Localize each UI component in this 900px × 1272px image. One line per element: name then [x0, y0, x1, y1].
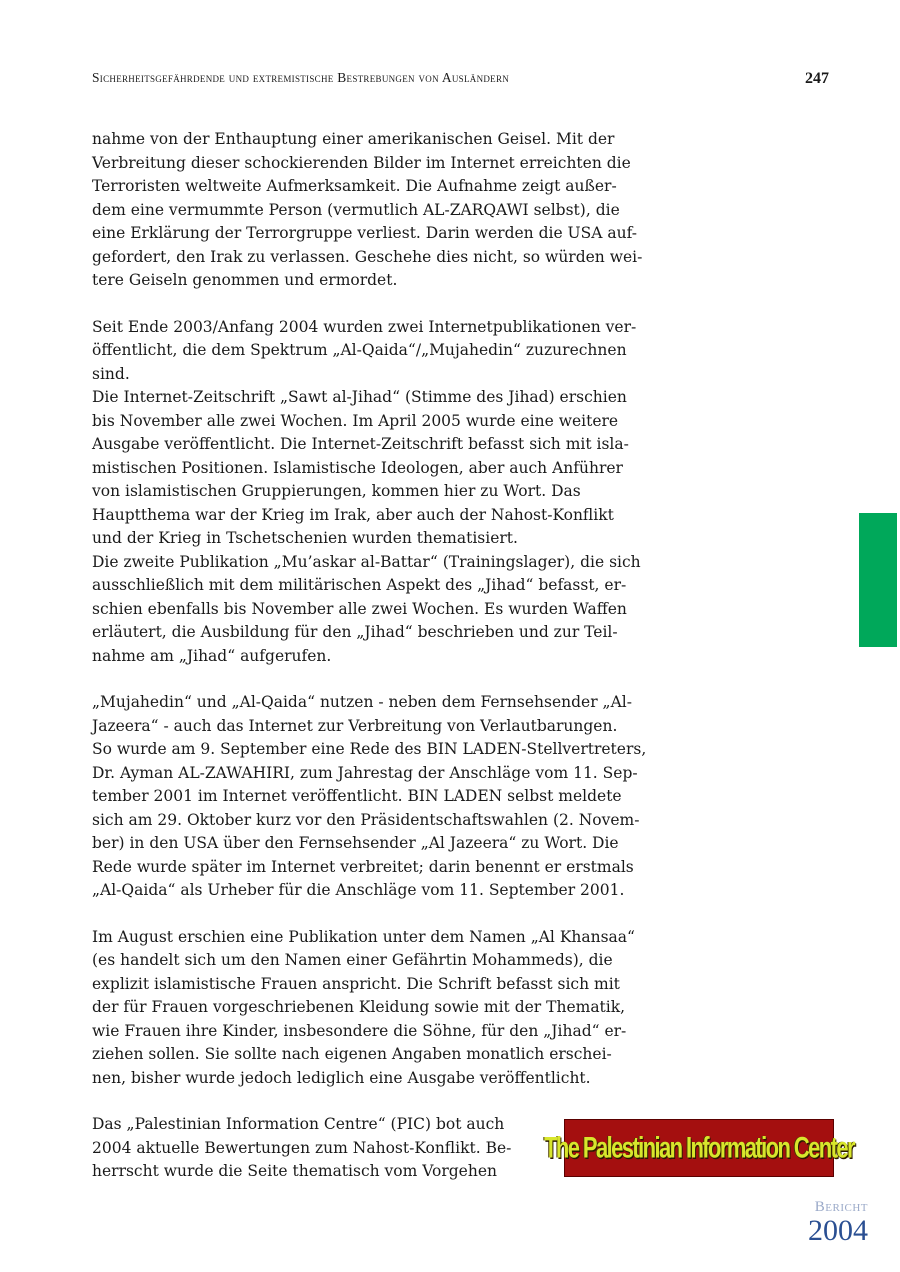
paragraph-1: [92, 128, 662, 293]
text-line: Die Internet-Zeitschrift „Sawt al-Jihad“ (Stimme des Jihad) erschien: [92, 388, 627, 406]
text-line: tember 2001 im Internet veröffentlicht. BIN LADEN selbst meldete: [92, 787, 622, 805]
text-line: tere Geiseln genommen und ermordet.: [92, 271, 398, 289]
running-header: Sicherheitsgefährdende und extremistische Bestrebungen von Ausländern: [92, 70, 510, 85]
text-line: nen, bisher wurde jedoch lediglich eine Ausgabe veröffentlicht.: [92, 1068, 591, 1087]
text-line: explizit islamistische Frauen anspricht. Die Schrift befasst sich mit: [92, 974, 620, 993]
text-line: ausschließlich mit dem militärischen Aspekt des „Jihad“ befasst, er-: [92, 576, 627, 594]
text-line: Seit Ende 2003/Anfang 2004 wurden zwei Internetpublikationen ver-: [92, 317, 637, 336]
text-line: „Mujahedin“ und „Al-Qaida“ nutzen - neben dem Fernsehsender „Al-: [92, 693, 632, 711]
palestinian-information-center-logo: [544, 1119, 854, 1177]
text-line: dem eine vermummte Person (vermutlich AL-ZARQAWI selbst), die: [92, 200, 620, 219]
logo-text: The Palestinian Information Center: [544, 1130, 854, 1165]
text-line: schien ebenfalls bis November alle zwei Wochen. Es wurden Waffen: [92, 599, 627, 618]
report-year: 2004: [808, 1214, 868, 1247]
text-line: nahme am „Jihad“ aufgerufen.: [92, 646, 332, 665]
text-line: (es handelt sich um den Namen einer Gefährtin Mohammeds), die: [92, 951, 613, 969]
text-line: Hauptthema war der Krieg im Irak, aber auch der Nahost-Konflikt: [92, 505, 614, 524]
text-line: von islamistischen Gruppierungen, kommen hier zu Wort. Das: [92, 482, 581, 500]
text-line: und der Krieg in Tschetschenien wurden thematisiert.: [92, 529, 518, 547]
text-line: Ausgabe veröffentlicht. Die Internet-Zeitschrift befasst sich mit isla-: [92, 435, 629, 453]
text-line: ziehen sollen. Sie sollte nach eigenen Angaben monatlich erschei-: [92, 1045, 612, 1063]
text-line: sind.: [92, 364, 130, 383]
paragraph-2: [92, 316, 662, 669]
page-number: 247: [805, 70, 829, 87]
text-line: öffentlicht, die dem Spektrum „Al-Qaida“/„Mujahedin“ zuzurechnen: [92, 341, 627, 359]
text-line: „Al-Qaida“ als Urheber für die Anschläge vom 11. September 2001.: [92, 881, 625, 899]
text-line: mistischen Positionen. Islamistische Ideologen, aber auch Anführer: [92, 458, 623, 477]
text-line: herrscht wurde die Seite thematisch vom Vorgehen: [92, 1162, 497, 1180]
text-line: Terroristen weltweite Aufmerksamkeit. Die Aufnahme zeigt außer-: [92, 177, 617, 195]
text-line: So wurde am 9. September eine Rede des BIN LADEN-Stellvertreters,: [92, 740, 647, 758]
text-line: nahme von der Enthauptung einer amerikanischen Geisel. Mit der: [92, 130, 615, 148]
chapter-tab-marker: [859, 513, 897, 647]
paragraph-3: [92, 691, 662, 903]
text-line: Rede wurde später im Internet verbreitet; darin benennt er erstmals: [92, 857, 634, 876]
text-line: der für Frauen vorgeschriebenen Kleidung sowie mit der Thematik,: [92, 998, 626, 1016]
text-line: eine Erklärung der Terrorgruppe verliest. Darin werden die USA auf-: [92, 224, 637, 242]
text-line: ber) in den USA über den Fernsehsender „Al Jazeera“ zu Wort. Die: [92, 834, 619, 852]
report-year-mark: [808, 1198, 868, 1246]
body-text: [92, 128, 662, 1184]
paragraph-4: [92, 926, 662, 1091]
text-line: Die zweite Publikation „Mu’askar al-Battar“ (Trainingslager), die sich: [92, 552, 641, 571]
text-line: gefordert, den Irak zu verlassen. Geschehe dies nicht, so würden wei-: [92, 247, 643, 266]
text-line: Das „Palestinian Information Centre“ (PIC) bot auch: [92, 1115, 505, 1133]
text-line: bis November alle zwei Wochen. Im April 2005 wurde eine weitere: [92, 411, 619, 430]
text-line: sich am 29. Oktober kurz vor den Präsidentschaftswahlen (2. Novem-: [92, 810, 640, 829]
text-line: Dr. Ayman AL-ZAWAHIRI, zum Jahrestag der Anschläge vom 11. Sep-: [92, 763, 638, 782]
report-label: Bericht: [814, 1199, 868, 1215]
paragraph-5: [92, 1113, 532, 1184]
text-line: erläutert, die Ausbildung für den „Jihad“ beschrieben und zur Teil-: [92, 623, 618, 641]
text-line: Im August erschien eine Publikation unter dem Namen „Al Khansaa“: [92, 927, 635, 946]
text-line: Jazeera“ - auch das Internet zur Verbreitung von Verlautbarungen.: [92, 716, 618, 735]
text-line: Verbreitung dieser schockierenden Bilder im Internet erreichten die: [92, 153, 631, 172]
text-line: 2004 aktuelle Bewertungen zum Nahost-Konflikt. Be-: [92, 1138, 512, 1157]
text-line: wie Frauen ihre Kinder, insbesondere die Söhne, für den „Jihad“ er-: [92, 1021, 627, 1040]
